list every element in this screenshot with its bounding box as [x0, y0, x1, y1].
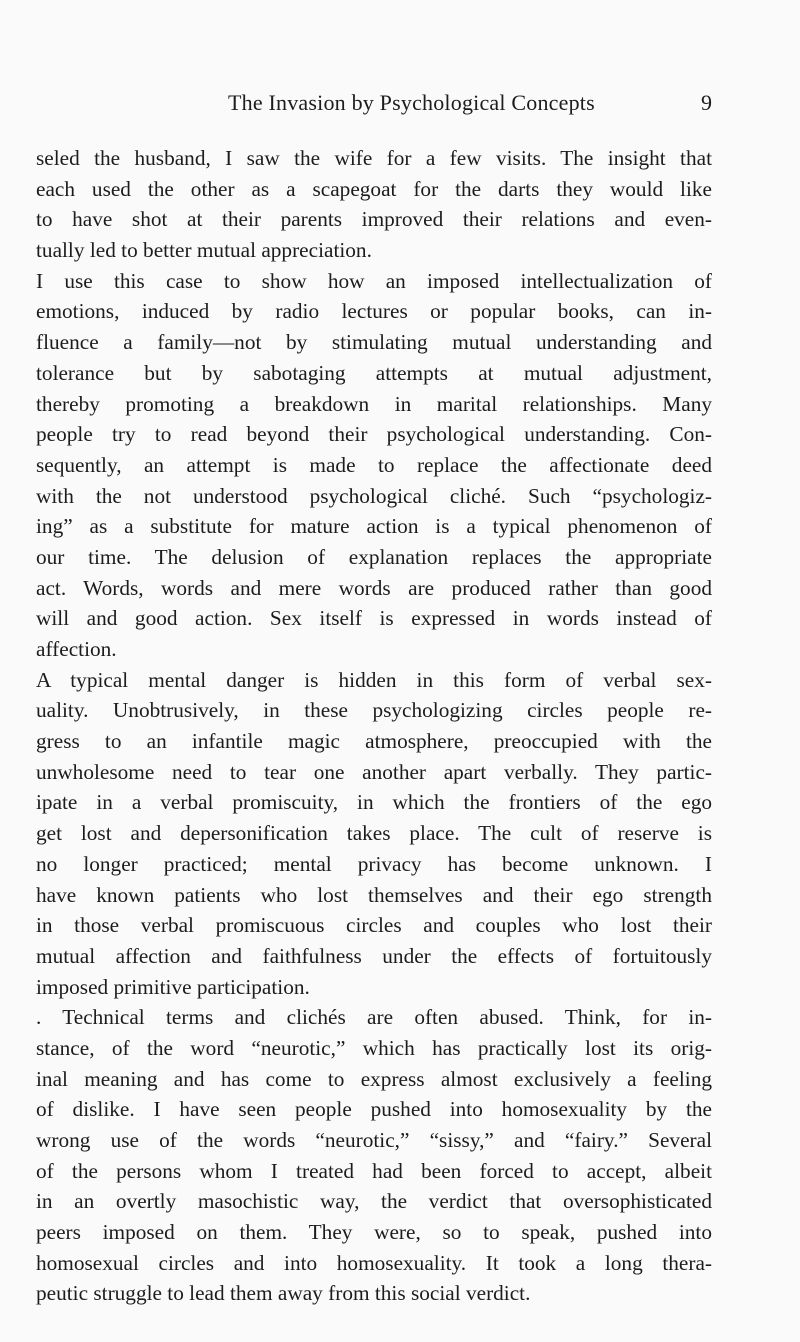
text-line: sequently, an attempt is made to replace the affectionate deed	[36, 452, 712, 477]
paragraph	[36, 665, 712, 1003]
text-line: I use this case to show how an imposed intellectualization of	[36, 268, 712, 293]
text-line: emotions, induced by radio lectures or popular books, can in-	[36, 299, 712, 324]
text-line: mutual affection and faithfulness under the effects of fortuitously	[36, 943, 712, 968]
text-line: fluence a family—not by stimulating mutual understanding and	[36, 330, 712, 355]
text-line: ing” as a substitute for mature action is a typical phenomenon of	[36, 514, 712, 539]
text-line: tually led to better mutual appreciation.	[36, 238, 372, 263]
text-line: uality. Unobtrusively, in these psychologizing circles people re-	[36, 698, 712, 723]
text-line: people try to read beyond their psychological understanding. Con-	[36, 422, 712, 447]
text-line: . Technical terms and clichés are often abused. Think, for in-	[36, 1005, 712, 1030]
text-line: in those verbal promiscuous circles and couples who lost their	[36, 913, 712, 938]
paragraph	[36, 1002, 712, 1309]
body-text	[36, 143, 712, 1309]
text-line: gress to an infantile magic atmosphere, preoccupied with the	[36, 729, 712, 754]
text-line: thereby promoting a breakdown in marital relationships. Many	[36, 391, 712, 416]
running-head	[228, 90, 712, 120]
text-line: each used the other as a scapegoat for the darts they would like	[36, 176, 712, 201]
page-number: 9	[701, 90, 712, 115]
paragraph	[36, 143, 712, 266]
text-line: no longer practiced; mental privacy has become unknown. I	[36, 851, 712, 876]
text-line: stance, of the word “neurotic,” which has practically lost its orig-	[36, 1035, 712, 1060]
text-line: act. Words, words and mere words are produced rather than good	[36, 575, 712, 600]
text-line: get lost and depersonification takes place. The cult of reserve is	[36, 821, 712, 846]
text-line: peutic struggle to lead them away from this social verdict.	[36, 1281, 531, 1306]
text-line: will and good action. Sex itself is expressed in words instead of	[36, 606, 712, 631]
text-line: have known patients who lost themselves and their ego strength	[36, 882, 712, 907]
text-line: imposed primitive participation.	[36, 974, 310, 999]
text-line: peers imposed on them. They were, so to speak, pushed into	[36, 1220, 712, 1245]
running-title: The Invasion by Psychological Concepts	[228, 90, 595, 115]
text-line: with the not understood psychological cliché. Such “psychologiz-	[36, 483, 712, 508]
text-line: of the persons whom I treated had been forced to accept, albeit	[36, 1158, 712, 1183]
text-line: our time. The delusion of explanation replaces the appropriate	[36, 544, 712, 569]
text-line: in an overtly masochistic way, the verdict that oversophisticated	[36, 1189, 712, 1214]
paragraph	[36, 266, 712, 665]
text-line: seled the husband, I saw the wife for a few visits. The insight that	[36, 146, 712, 170]
text-line: to have shot at their parents improved their relations and even-	[36, 207, 712, 232]
text-line: wrong use of the words “neurotic,” “sissy,” and “fairy.” Several	[36, 1128, 712, 1152]
text-line: homosexual circles and into homosexuality. It took a long thera-	[36, 1250, 712, 1275]
text-line: unwholesome need to tear one another apart verbally. They partic-	[36, 759, 712, 784]
text-line: A typical mental danger is hidden in this form of verbal sex-	[36, 667, 712, 692]
text-line: of dislike. I have seen people pushed into homosexuality by the	[36, 1097, 712, 1122]
text-line: tolerance but by sabotaging attempts at mutual adjustment,	[36, 360, 712, 385]
text-line: ipate in a verbal promiscuity, in which the frontiers of the ego	[36, 790, 712, 815]
text-line: inal meaning and has come to express almost exclusively a feeling	[36, 1066, 712, 1091]
text-line: affection.	[36, 637, 117, 661]
